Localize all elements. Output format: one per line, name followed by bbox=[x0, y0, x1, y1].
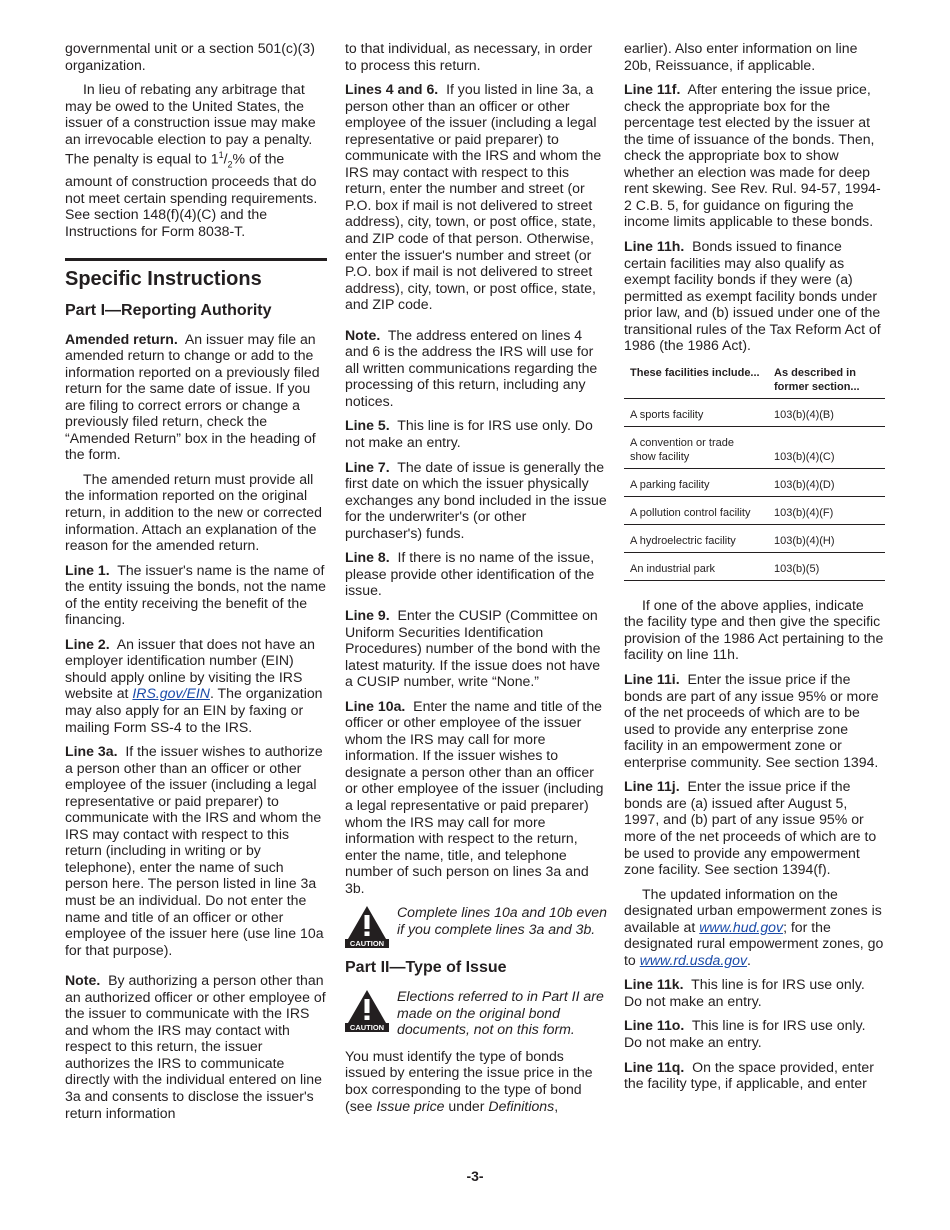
page-number: -3- bbox=[466, 1168, 484, 1184]
table-row bbox=[624, 426, 885, 468]
text: . The organization may also apply for an EIN by faxing or mailing Form SS-4 to the IRS. bbox=[65, 685, 323, 735]
text: If there is no name of the issue, please provide other identification of the issue. bbox=[345, 549, 595, 599]
line5-paragraph bbox=[345, 417, 607, 450]
term-label: Lines 4 and 6. bbox=[345, 81, 439, 98]
note-paragraph bbox=[345, 327, 607, 410]
line11h-paragraph bbox=[624, 238, 886, 354]
text: By authorizing a person other than an authorized officer or other employee of the issuer to communicate with the IRS and whom the IRS may contact with respect to this return, the issuer authorizes the IRS to communicate directly with the individual entered on line 3a and consents to disclose the issuer's return information bbox=[65, 972, 326, 1121]
text: Enter the issue price if the bonds are (a) issued after August 5, 1997, and (b) part of any issue 95% or more of the net proceeds of which are to be used to provide any empowerment zone facility. See section 1394(f). bbox=[624, 778, 877, 878]
italic-term: Definitions bbox=[488, 1097, 555, 1114]
table-row bbox=[624, 552, 885, 580]
term-label: Line 7. bbox=[345, 458, 390, 475]
text: If you listed in line 3a, a person other than an officer or other employee of the issuer (including a legal representative or paid preparer) to communicate with the IRS and whom the IRS may contact with respect to this return, enter the number and street (or P.O. box if mail is not delivered to street address), city, town, or post office, state, and ZIP code of that person. Otherwise, enter the issuer's number and street (or P.O. box if mail is not delivered to street address), city, town, or post office, state, and ZIP code. bbox=[345, 81, 602, 313]
line11k-paragraph bbox=[624, 976, 886, 1009]
term-label: Note. bbox=[65, 972, 101, 989]
text: The updated information on the designated urban empowerment zones is available at bbox=[624, 885, 882, 935]
text: Enter the CUSIP (Committee on Uniform Securities Identification Procedures) number of the bond with the latest maturity. If the issue does not have a CUSIP number, write “None.” bbox=[345, 606, 601, 690]
line8-paragraph bbox=[345, 549, 607, 599]
text: After entering the issue price, check the appropriate box for the percentage test elected by the issuer at the time of issuance of the bonds. Then, check the appropriate box to show whether an election was made for deep rent skewing. See Rev. Rul. 94-57, 1994-2 C.B. 5, for guidance on figuring the income limits applicable to these bonds. bbox=[624, 81, 881, 230]
line11f-paragraph bbox=[624, 81, 886, 230]
term-label: Note. bbox=[345, 326, 381, 343]
header-section: As described in former section... bbox=[768, 364, 885, 399]
facility-cell: A parking facility bbox=[624, 468, 768, 496]
text: The issuer's name is the name of the entity issuing the bonds, not the name of the entity receiving the benefit of the financing. bbox=[65, 561, 326, 628]
section-cell: 103(b)(4)(D) bbox=[768, 468, 885, 496]
text: Enter the name and title of the officer or other employee of the issuer whom the IRS may call for more information. If the issuer wishes to designate a person other than an officer or other employee of the issuer (including a legal representative or paid preparer) whom the IRS may call for more information with respect to the return, enter the name, title, and telephone number of such person on lines 3a and 3b. bbox=[345, 697, 604, 896]
line11j-paragraph bbox=[624, 778, 886, 877]
note-paragraph bbox=[65, 972, 327, 1121]
section-cell: 103(b)(4)(H) bbox=[768, 524, 885, 552]
column-2 bbox=[345, 40, 607, 1122]
header-facility: These facilities include... bbox=[624, 364, 768, 399]
line3a-paragraph bbox=[65, 743, 327, 958]
term-label: Line 2. bbox=[65, 635, 110, 652]
caution-text: Elections referred to in Part II are made on the original bond documents, not on this form. bbox=[397, 988, 604, 1038]
caution-text: Complete lines 10a and 10b even if you complete lines 3a and 3b. bbox=[397, 904, 607, 937]
part2-heading: Part II—Type of Issue bbox=[345, 959, 507, 977]
term-label: Line 11q. bbox=[624, 1058, 685, 1075]
text: The address entered on lines 4 and 6 is the address the IRS will use for all written communications regarding the processing of this return, including any notices. bbox=[345, 326, 598, 409]
text: under bbox=[448, 1097, 485, 1114]
fraction-denominator: 2 bbox=[227, 159, 233, 170]
section-rule bbox=[65, 258, 327, 261]
term-label: Line 5. bbox=[345, 417, 390, 434]
table-row bbox=[624, 398, 885, 426]
text: This line is for IRS use only. Do not make an entry. bbox=[624, 1017, 866, 1050]
caution-note bbox=[345, 988, 607, 1038]
table-row bbox=[624, 468, 885, 496]
part1-heading: Part I—Reporting Authority bbox=[65, 301, 272, 319]
term-label: Line 11f. bbox=[624, 81, 681, 98]
section-cell: 103(b)(4)(F) bbox=[768, 496, 885, 524]
caution-note bbox=[345, 904, 607, 948]
facility-cell: An industrial park bbox=[624, 552, 768, 580]
italic-term: Issue price bbox=[376, 1097, 445, 1114]
section-cell: 103(b)(4)(B) bbox=[768, 398, 885, 426]
empowerment-zones-paragraph bbox=[624, 886, 886, 969]
term-label: Line 1. bbox=[65, 561, 110, 578]
text: , bbox=[554, 1097, 559, 1114]
line1-paragraph bbox=[65, 562, 327, 628]
text: If the issuer wishes to authorize a person other than an officer or other employee of the issuer (including a legal representative or paid preparer) to communicate with the IRS and whom the IRS may contact with respect to this return (including in writing or by telephone), enter the name of such person here. The person listed in line 3a must be an individual. Do not enter the name and title of an officer or other employee of the issuer here (use line 10a for that purpose). bbox=[65, 743, 324, 958]
text: Enter the issue price if the bonds are part of any issue 95% or more of the net proceeds of which are to be used to provide any enterprise zone facility in an empowerment zone or enterprise community. See section 1394. bbox=[624, 671, 879, 770]
text: Bonds issued to finance certain facilities may also qualify as exempt facility bonds if they were (a) permitted as exempt facility bonds under prior law, and (b) issued under one of the transitional rules of the Tax Reform Act of 1986 (the 1986 Act). bbox=[624, 238, 881, 354]
line10a-paragraph bbox=[345, 698, 607, 897]
text: % of the amount of construction proceeds that do not meet certain spending requirements. See section 148(f)(4)(C) and the Instructions for Form 8038-T. bbox=[65, 150, 318, 239]
table-header-row bbox=[624, 364, 885, 399]
paragraph: If one of the above applies, indicate the facility type and then give the specific provision of the 1986 Act pertaining to the facility on line 11h. bbox=[624, 596, 884, 663]
facility-cell: A sports facility bbox=[624, 398, 768, 426]
paragraph: earlier). Also enter information on line 20b, Reissuance, if applicable. bbox=[624, 40, 858, 73]
text: An issuer that does not have an employer identification number (EIN) should apply online by visiting the IRS website at bbox=[65, 635, 315, 702]
term-label: Line 8. bbox=[345, 549, 390, 566]
line11i-paragraph bbox=[624, 671, 886, 770]
term-label: Amended return. bbox=[65, 330, 178, 347]
term-label: Line 10a. bbox=[345, 697, 406, 714]
paragraph: to that individual, as necessary, in order to process this return. bbox=[345, 40, 593, 73]
amended-return-paragraph bbox=[65, 331, 327, 463]
lines-4-6-paragraph bbox=[345, 81, 607, 313]
caution-label: CAUTION bbox=[349, 1023, 385, 1033]
column-3 bbox=[624, 40, 886, 1100]
arbitrage-paragraph: In lieu of rebating any arbitrage that may be owed to the United States, the issuer of a construction issue may make an irrevocable election to pay a penalty. The penalty is equal to $1^1/_2\%$ of the amount of construction proceeds that do not meet certain spending requirements. See section 148(f)(4)(C) and the Instructions for Form 8038-T. bbox=[65, 81, 318, 239]
irs-ein-link[interactable]: IRS.gov/EIN bbox=[132, 685, 210, 702]
column-1 bbox=[65, 40, 327, 1129]
text: In lieu of rebating any arbitrage that may be owed to the United States, the issuer of a construction issue may make an irrevocable election to pay a penalty. The penalty is equal to 1 bbox=[65, 81, 316, 167]
facility-cell: A convention or trade show facility bbox=[624, 426, 768, 468]
text: . bbox=[747, 951, 751, 968]
term-label: Line 11o. bbox=[624, 1017, 685, 1034]
line7-paragraph bbox=[345, 459, 607, 542]
fraction-numerator: 1 bbox=[218, 150, 224, 161]
type-of-issue-paragraph bbox=[345, 1048, 607, 1114]
facility-cell: A pollution control facility bbox=[624, 496, 768, 524]
table-row bbox=[624, 524, 885, 552]
facility-cell: A hydroelectric facility bbox=[624, 524, 768, 552]
line2-paragraph bbox=[65, 636, 327, 735]
section-cell: 103(b)(4)(C) bbox=[768, 426, 885, 468]
term-label: Line 11k. bbox=[624, 976, 684, 993]
caution-icon bbox=[345, 988, 389, 1032]
text: An issuer may file an amended return to change or add to the information reported on a previously filed return for the same date of issue. If you are filing to correct errors or change a previously filed return, check the “Amended Return” box in the heading of the form. bbox=[65, 330, 320, 463]
term-label: Line 9. bbox=[345, 606, 390, 623]
hud-link[interactable]: www.hud.gov bbox=[699, 918, 784, 935]
section-cell: 103(b)(5) bbox=[768, 552, 885, 580]
caution-label: CAUTION bbox=[349, 939, 385, 949]
text: This line is for IRS use only. Do not make an entry. bbox=[624, 976, 865, 1009]
term-label: Line 3a. bbox=[65, 743, 118, 760]
usda-link[interactable]: www.rd.usda.gov bbox=[639, 951, 748, 968]
term-label: Line 11i. bbox=[624, 671, 680, 688]
line11o-paragraph bbox=[624, 1017, 886, 1050]
term-label: Line 11j. bbox=[624, 778, 680, 795]
facilities-table bbox=[624, 364, 885, 581]
text: The date of issue is generally the first date on which the issuer physically exchanges any bond included in the issue for the underwriter's (or other purchaser's) funds. bbox=[345, 458, 607, 541]
table-row bbox=[624, 496, 885, 524]
paragraph: The amended return must provide all the information reported on the original return, in addition to the new or corrected information. Attach an explanation of the reason for the amended return. bbox=[65, 470, 322, 554]
line11q-paragraph bbox=[624, 1059, 886, 1092]
text: On the space provided, enter the facility type, if applicable, and enter bbox=[624, 1058, 874, 1092]
text: This line is for IRS use only. Do not make an entry. bbox=[345, 417, 593, 451]
paragraph: governmental unit or a section 501(c)(3) organization. bbox=[65, 40, 315, 73]
text: You must identify the type of bonds issued by entering the issue price in the box corresponding to the type of bond (see bbox=[345, 1047, 593, 1114]
section-heading: Specific Instructions bbox=[65, 267, 262, 290]
caution-icon bbox=[345, 904, 389, 948]
term-label: Line 11h. bbox=[624, 238, 685, 255]
text: ; for the designated rural empowerment zones, go to bbox=[624, 918, 884, 968]
line9-paragraph bbox=[345, 607, 607, 690]
